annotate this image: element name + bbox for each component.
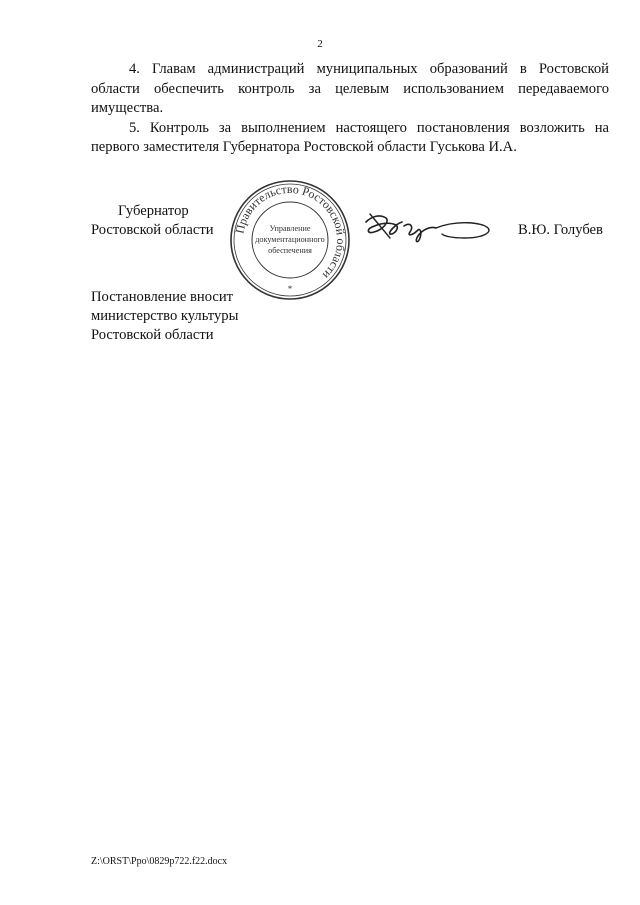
seal-star-icon: * (287, 284, 293, 294)
introduced-by-line3: Ростовской области (91, 327, 214, 343)
file-path: Z:\ORST\Ppo\0829p722.f22.docx (91, 856, 228, 867)
seal-graphic (228, 178, 352, 302)
signatory-title (91, 202, 214, 240)
signature-icon (360, 208, 495, 248)
seal-outer-text: Правительство Ростовской области (232, 181, 349, 283)
seal-inner-line2: документационного (255, 235, 325, 244)
introduced-by-line2: министерство культуры (91, 308, 239, 324)
official-seal (228, 178, 352, 302)
page-number: 2 (317, 38, 323, 50)
signatory-name: В.Ю. Голубев (518, 222, 603, 238)
introduced-by (91, 288, 238, 345)
signatory-title-line2: Ростовской области (91, 222, 214, 238)
handwritten-signature (360, 208, 495, 248)
seal-inner-line1: Управление (269, 224, 311, 233)
body-text (91, 60, 609, 158)
signatory-title-line1: Губернатор (118, 203, 189, 219)
paragraph-5: 5. Контроль за выполнением настоящего постановления возложить на первого заместителя Губернатора Ростовской области Гуськова И.А. (91, 119, 609, 155)
paragraph-4: 4. Главам администраций муниципальных образований в Ростовской области обеспечить контроль за целевым использованием передаваемого имущества. (91, 61, 609, 116)
seal-inner-line3: обеспечения (268, 246, 312, 255)
introduced-by-line1: Постановление вносит (91, 289, 234, 305)
